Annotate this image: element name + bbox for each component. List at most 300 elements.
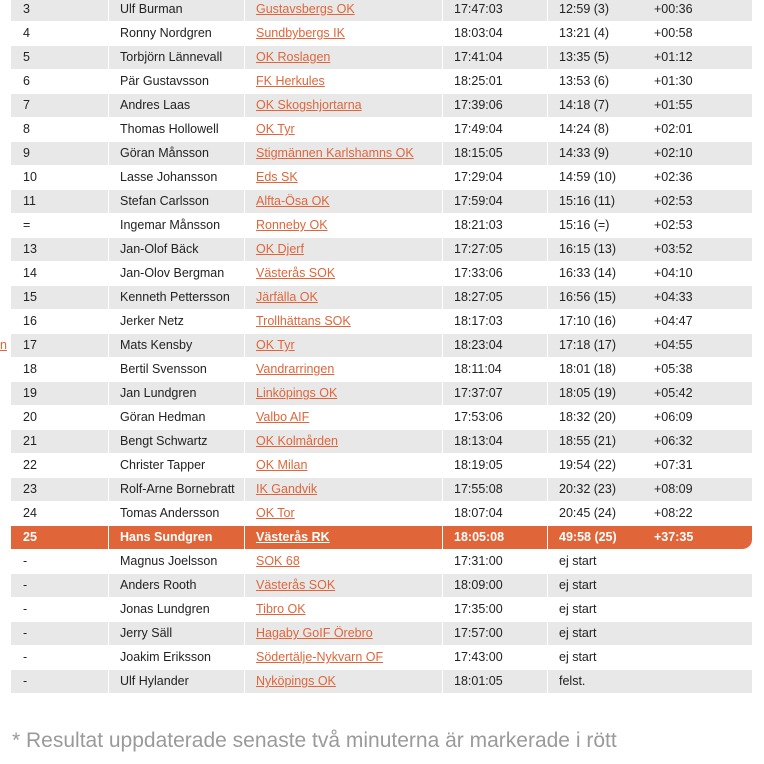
column-divider <box>442 118 443 141</box>
column-divider <box>244 238 245 261</box>
table-row <box>11 646 752 670</box>
result-time-cell: 15:16 (11) <box>559 194 616 208</box>
result-time-cell: 16:33 (14) <box>559 266 616 280</box>
position-cell: 5 <box>23 50 30 64</box>
start-time-cell: 17:33:06 <box>454 266 503 280</box>
column-divider <box>244 310 245 333</box>
club-link[interactable]: Valbo AIF <box>256 410 310 424</box>
column-divider <box>547 598 548 621</box>
column-divider <box>244 262 245 285</box>
column-divider <box>244 406 245 429</box>
club-link[interactable]: Hagaby GoIF Örebro <box>256 626 373 640</box>
club-link[interactable]: Stigmännen Karlshamns OK <box>256 146 414 160</box>
column-divider <box>108 574 109 597</box>
column-divider <box>547 430 548 453</box>
column-divider <box>108 94 109 117</box>
runner-name-cell: Ulf Hylander <box>120 674 189 688</box>
runner-name-cell: Jerker Netz <box>120 314 184 328</box>
start-time-cell: 17:41:04 <box>454 50 503 64</box>
result-time-cell: 13:35 (5) <box>559 50 610 64</box>
result-time-cell: 17:18 (17) <box>559 338 616 352</box>
club-link[interactable]: Ronneby OK <box>256 218 328 232</box>
result-time-cell: ej start <box>559 578 597 592</box>
column-divider <box>108 46 109 69</box>
column-divider <box>244 214 245 237</box>
table-row <box>11 670 752 694</box>
runner-name-cell: Bengt Schwartz <box>120 434 208 448</box>
result-time-cell: 15:16 (=) <box>559 218 610 232</box>
column-divider <box>442 190 443 213</box>
column-divider <box>108 238 109 261</box>
position-cell: 18 <box>23 362 37 376</box>
result-time-cell: 18:05 (19) <box>559 386 616 400</box>
column-divider <box>442 646 443 669</box>
column-divider <box>442 430 443 453</box>
result-time-cell: 14:33 (9) <box>559 146 610 160</box>
runner-name-cell: Ingemar Månsson <box>120 218 221 232</box>
start-time-cell: 18:23:04 <box>454 338 503 352</box>
club-link[interactable]: Alfta-Ösa OK <box>256 194 330 208</box>
runner-name-cell: Anders Rooth <box>120 578 197 592</box>
position-cell: 8 <box>23 122 30 136</box>
column-divider <box>108 646 109 669</box>
start-time-cell: 17:35:00 <box>454 602 503 616</box>
column-divider <box>108 526 109 549</box>
column-divider <box>442 46 443 69</box>
column-divider <box>108 286 109 309</box>
club-link[interactable]: Tibro OK <box>256 602 306 616</box>
column-divider <box>244 622 245 645</box>
column-divider <box>442 622 443 645</box>
time-behind-cell: +08:09 <box>654 482 693 496</box>
start-time-cell: 18:09:00 <box>454 578 503 592</box>
column-divider <box>547 406 548 429</box>
position-cell: 4 <box>23 26 30 40</box>
club-link[interactable]: Linköpings OK <box>256 386 338 400</box>
position-cell: - <box>23 578 28 592</box>
club-link[interactable]: Vandrarringen <box>256 362 335 376</box>
column-divider <box>108 190 109 213</box>
start-time-cell: 18:15:05 <box>454 146 503 160</box>
column-divider <box>547 142 548 165</box>
position-cell: = <box>23 218 31 232</box>
results-table <box>11 0 752 694</box>
column-divider <box>547 382 548 405</box>
table-row <box>11 190 752 214</box>
runner-name-cell: Stefan Carlsson <box>120 194 209 208</box>
result-time-cell: 18:55 (21) <box>559 434 616 448</box>
column-divider <box>244 430 245 453</box>
position-cell: - <box>23 554 28 568</box>
start-time-cell: 17:43:00 <box>454 650 503 664</box>
runner-name-cell: Göran Hedman <box>120 410 206 424</box>
column-divider <box>244 166 245 189</box>
column-divider <box>108 358 109 381</box>
table-row <box>11 46 752 70</box>
time-behind-cell: +04:55 <box>654 338 693 352</box>
column-divider <box>547 646 548 669</box>
column-divider <box>244 478 245 501</box>
club-link[interactable]: Södertälje-Nykvarn OF <box>256 650 384 664</box>
column-divider <box>244 574 245 597</box>
start-time-cell: 17:53:06 <box>454 410 503 424</box>
club-link[interactable]: IK Gandvik <box>256 482 318 496</box>
time-behind-cell: +02:53 <box>654 218 693 232</box>
column-divider <box>108 262 109 285</box>
column-divider <box>547 358 548 381</box>
table-row <box>11 70 752 94</box>
table-row <box>11 478 752 502</box>
result-time-cell: ej start <box>559 554 597 568</box>
start-time-cell: 18:11:04 <box>454 362 502 376</box>
club-link[interactable]: Eds SK <box>256 170 298 184</box>
result-time-cell: ej start <box>559 602 597 616</box>
column-divider <box>547 46 548 69</box>
position-cell: 13 <box>23 242 37 256</box>
time-behind-cell: +01:55 <box>654 98 693 112</box>
table-row <box>11 358 752 382</box>
result-time-cell: 17:10 (16) <box>559 314 616 328</box>
time-behind-cell: +37:35 <box>654 530 694 544</box>
result-time-cell: 18:01 (18) <box>559 362 616 376</box>
table-row <box>11 166 752 190</box>
column-divider <box>442 358 443 381</box>
column-divider <box>244 454 245 477</box>
club-link[interactable]: OK Kolmården <box>256 434 338 448</box>
column-divider <box>547 0 548 21</box>
result-time-cell: 49:58 (25) <box>559 530 617 544</box>
start-time-cell: 18:13:04 <box>454 434 503 448</box>
column-divider <box>442 670 443 693</box>
runner-name-cell: Lasse Johansson <box>120 170 218 184</box>
runner-name-cell: Hans Sundgren <box>120 530 213 544</box>
result-time-cell: 14:59 (10) <box>559 170 616 184</box>
table-row <box>11 0 752 22</box>
column-divider <box>108 166 109 189</box>
table-row <box>11 550 752 574</box>
runner-name-cell: Magnus Joelsson <box>120 554 218 568</box>
table-row <box>11 142 752 166</box>
runner-name-cell: Joakim Eriksson <box>120 650 211 664</box>
column-divider <box>442 262 443 285</box>
column-divider <box>442 574 443 597</box>
column-divider <box>244 526 245 549</box>
result-time-cell: 14:18 (7) <box>559 98 610 112</box>
cutoff-link[interactable]: n <box>0 338 7 352</box>
column-divider <box>108 70 109 93</box>
column-divider <box>547 94 548 117</box>
position-cell: 7 <box>23 98 30 112</box>
runner-name-cell: Kenneth Pettersson <box>120 290 230 304</box>
runner-name-cell: Pär Gustavsson <box>120 74 209 88</box>
table-row <box>11 334 752 358</box>
table-row <box>11 622 752 646</box>
column-divider <box>108 118 109 141</box>
time-behind-cell: +02:53 <box>654 194 693 208</box>
start-time-cell: 17:55:08 <box>454 482 503 496</box>
time-behind-cell: +00:58 <box>654 26 693 40</box>
club-link[interactable]: Västerås SOK <box>256 578 336 592</box>
column-divider <box>244 382 245 405</box>
column-divider <box>442 478 443 501</box>
column-divider <box>108 478 109 501</box>
start-time-cell: 17:59:04 <box>454 194 503 208</box>
position-cell: 10 <box>23 170 37 184</box>
column-divider <box>442 334 443 357</box>
runner-name-cell: Mats Kensby <box>120 338 193 352</box>
position-cell: 24 <box>23 506 37 520</box>
position-cell: 20 <box>23 410 37 424</box>
column-divider <box>244 502 245 525</box>
column-divider <box>108 310 109 333</box>
column-divider <box>442 406 443 429</box>
time-behind-cell: +05:42 <box>654 386 693 400</box>
column-divider <box>547 22 548 45</box>
column-divider <box>547 334 548 357</box>
column-divider <box>108 214 109 237</box>
column-divider <box>244 334 245 357</box>
start-time-cell: 18:03:04 <box>454 26 503 40</box>
table-row <box>11 22 752 46</box>
table-row <box>11 94 752 118</box>
position-cell: 11 <box>23 194 36 208</box>
position-cell: 23 <box>23 482 37 496</box>
start-time-cell: 17:49:04 <box>454 122 503 136</box>
club-link[interactable]: OK Tor <box>256 506 295 520</box>
club-link[interactable]: OK Milan <box>256 458 308 472</box>
table-row <box>11 286 752 310</box>
column-divider <box>547 238 548 261</box>
column-divider <box>442 94 443 117</box>
table-row <box>11 502 752 526</box>
column-divider <box>244 142 245 165</box>
column-divider <box>547 622 548 645</box>
runner-name-cell: Jan-Olof Bäck <box>120 242 199 256</box>
time-behind-cell: +08:22 <box>654 506 693 520</box>
table-row <box>11 118 752 142</box>
table-row-highlighted <box>11 526 752 550</box>
result-time-cell: 16:15 (13) <box>559 242 616 256</box>
column-divider <box>547 550 548 573</box>
table-row <box>11 262 752 286</box>
column-divider <box>547 526 548 549</box>
position-cell: 14 <box>23 266 37 280</box>
time-behind-cell: +02:10 <box>654 146 693 160</box>
column-divider <box>108 430 109 453</box>
column-divider <box>442 598 443 621</box>
column-divider <box>244 0 245 21</box>
result-time-cell: 20:32 (23) <box>559 482 616 496</box>
column-divider <box>108 550 109 573</box>
column-divider <box>442 382 443 405</box>
start-time-cell: 17:37:07 <box>454 386 503 400</box>
club-link[interactable]: Gustavsbergs OK <box>256 2 355 16</box>
position-cell: - <box>23 626 28 640</box>
time-behind-cell: +02:36 <box>654 170 693 184</box>
result-time-cell: 20:45 (24) <box>559 506 616 520</box>
time-behind-cell: +07:31 <box>654 458 693 472</box>
club-link[interactable]: Västerås SOK <box>256 266 336 280</box>
result-time-cell: 13:53 (6) <box>559 74 610 88</box>
table-row <box>11 382 752 406</box>
position-cell: 9 <box>23 146 30 160</box>
club-link[interactable]: Järfälla OK <box>256 290 318 304</box>
club-link[interactable]: OK Tyr <box>256 338 295 352</box>
runner-name-cell: Jerry Säll <box>120 626 173 640</box>
column-divider <box>244 94 245 117</box>
start-time-cell: 18:17:03 <box>454 314 503 328</box>
column-divider <box>442 502 443 525</box>
column-divider <box>442 0 443 21</box>
column-divider <box>547 670 548 693</box>
column-divider <box>108 0 109 21</box>
club-link[interactable]: OK Tyr <box>256 122 295 136</box>
column-divider <box>442 238 443 261</box>
table-row <box>11 214 752 238</box>
time-behind-cell: +03:52 <box>654 242 693 256</box>
runner-name-cell: Bertil Svensson <box>120 362 207 376</box>
runner-name-cell: Ronny Nordgren <box>120 26 212 40</box>
column-divider <box>547 310 548 333</box>
column-divider <box>547 454 548 477</box>
time-behind-cell: +02:01 <box>654 122 693 136</box>
column-divider <box>108 622 109 645</box>
column-divider <box>244 22 245 45</box>
result-time-cell: 19:54 (22) <box>559 458 616 472</box>
column-divider <box>547 190 548 213</box>
column-divider <box>547 166 548 189</box>
position-cell: 6 <box>23 74 30 88</box>
column-divider <box>442 454 443 477</box>
column-divider <box>244 190 245 213</box>
result-time-cell: 12:59 (3) <box>559 2 610 16</box>
table-row <box>11 598 752 622</box>
club-link[interactable]: OK Djerf <box>256 242 304 256</box>
runner-name-cell: Göran Månsson <box>120 146 209 160</box>
runner-name-cell: Jan Lundgren <box>120 386 197 400</box>
column-divider <box>442 166 443 189</box>
position-cell: 25 <box>23 530 37 544</box>
club-link[interactable]: OK Skogshjortarna <box>256 98 362 112</box>
result-time-cell: ej start <box>559 650 597 664</box>
start-time-cell: 17:27:05 <box>454 242 503 256</box>
column-divider <box>108 22 109 45</box>
time-behind-cell: +04:33 <box>654 290 693 304</box>
position-cell: 22 <box>23 458 37 472</box>
column-divider <box>244 70 245 93</box>
runner-name-cell: Thomas Hollowell <box>120 122 219 136</box>
column-divider <box>442 310 443 333</box>
table-row <box>11 406 752 430</box>
club-link[interactable]: Västerås RK <box>256 530 330 544</box>
result-time-cell: 16:56 (15) <box>559 290 616 304</box>
footnote: * Resultat uppdaterade senaste två minuterna är markerade i rött <box>12 729 617 752</box>
column-divider <box>442 70 443 93</box>
position-cell: 19 <box>23 386 37 400</box>
column-divider <box>244 286 245 309</box>
column-divider <box>244 46 245 69</box>
start-time-cell: 18:27:05 <box>454 290 503 304</box>
start-time-cell: 18:07:04 <box>454 506 503 520</box>
position-cell: - <box>23 650 28 664</box>
runner-name-cell: Rolf-Arne Bornebratt <box>120 482 235 496</box>
start-time-cell: 18:25:01 <box>454 74 503 88</box>
column-divider <box>442 286 443 309</box>
column-divider <box>547 214 548 237</box>
table-row <box>11 430 752 454</box>
start-time-cell: 17:39:06 <box>454 98 503 112</box>
runner-name-cell: Tomas Andersson <box>120 506 220 520</box>
club-link[interactable]: SOK 68 <box>256 554 300 568</box>
column-divider <box>244 598 245 621</box>
start-time-cell: 18:21:03 <box>454 218 503 232</box>
column-divider <box>442 526 443 549</box>
position-cell: 17 <box>23 338 37 352</box>
club-link[interactable]: FK Herkules <box>256 74 325 88</box>
time-behind-cell: +06:09 <box>654 410 693 424</box>
column-divider <box>108 598 109 621</box>
club-link[interactable]: Nyköpings OK <box>256 674 336 688</box>
result-time-cell: felst. <box>559 674 586 688</box>
column-divider <box>547 574 548 597</box>
club-link[interactable]: OK Roslagen <box>256 50 331 64</box>
table-row <box>11 574 752 598</box>
club-link[interactable]: Trollhättans SOK <box>256 314 351 328</box>
time-behind-cell: +00:36 <box>654 2 693 16</box>
column-divider <box>244 646 245 669</box>
column-divider <box>244 118 245 141</box>
position-cell: 3 <box>23 2 30 16</box>
club-link[interactable]: Sundbybergs IK <box>256 26 345 40</box>
table-row <box>11 310 752 334</box>
result-time-cell: 18:32 (20) <box>559 410 616 424</box>
time-behind-cell: +04:47 <box>654 314 693 328</box>
start-time-cell: 17:57:00 <box>454 626 503 640</box>
column-divider <box>108 334 109 357</box>
position-cell: - <box>23 602 28 616</box>
start-time-cell: 18:01:05 <box>454 674 503 688</box>
column-divider <box>547 118 548 141</box>
column-divider <box>244 670 245 693</box>
column-divider <box>108 502 109 525</box>
result-time-cell: 14:24 (8) <box>559 122 610 136</box>
runner-name-cell: Christer Tapper <box>120 458 206 472</box>
result-time-cell: 13:21 (4) <box>559 26 610 40</box>
column-divider <box>442 22 443 45</box>
position-cell: 16 <box>23 314 37 328</box>
column-divider <box>547 478 548 501</box>
column-divider <box>244 358 245 381</box>
column-divider <box>108 382 109 405</box>
runner-name-cell: Andres Laas <box>120 98 191 112</box>
result-time-cell: ej start <box>559 626 597 640</box>
column-divider <box>442 214 443 237</box>
runner-name-cell: Torbjörn Lännevall <box>120 50 223 64</box>
column-divider <box>442 550 443 573</box>
start-time-cell: 17:31:00 <box>454 554 503 568</box>
position-cell: 21 <box>23 434 37 448</box>
position-cell: - <box>23 674 28 688</box>
runner-name-cell: Jan-Olov Bergman <box>120 266 225 280</box>
column-divider <box>547 262 548 285</box>
position-cell: 15 <box>23 290 37 304</box>
time-behind-cell: +01:12 <box>654 50 693 64</box>
time-behind-cell: +01:30 <box>654 74 693 88</box>
column-divider <box>244 550 245 573</box>
table-row <box>11 238 752 262</box>
start-time-cell: 17:29:04 <box>454 170 503 184</box>
time-behind-cell: +05:38 <box>654 362 693 376</box>
